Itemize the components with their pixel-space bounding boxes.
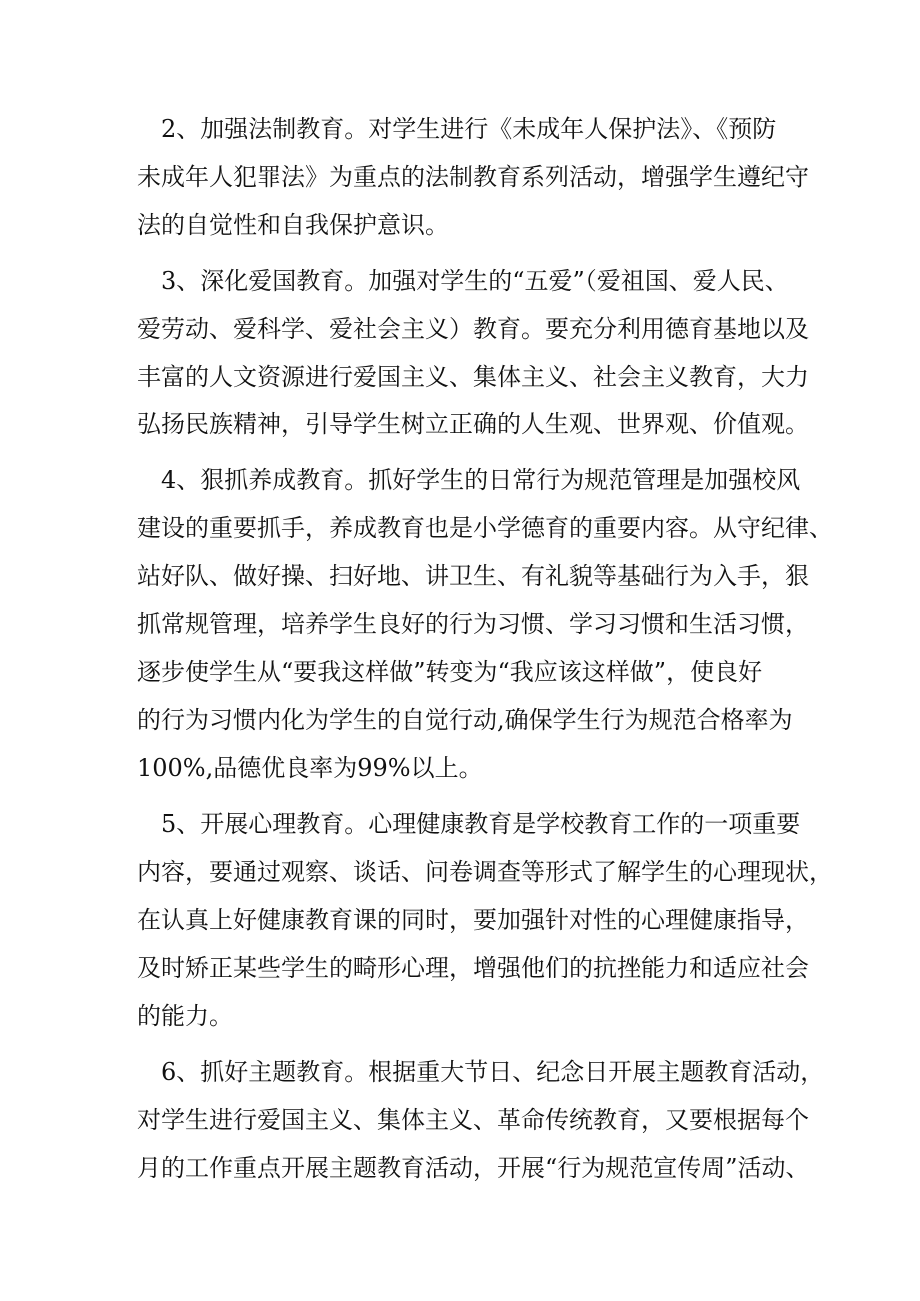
paragraph-2-line-2: 未成年人犯罪法》为重点的法制教育系列活动，增强学生遵纪守 [137,163,809,191]
paragraph-4-line-5: 逐步使学生从“要我这样做”转变为“我应该这样做”，使良好 [137,658,763,686]
paragraph-5-line-5: 的能力。 [137,1002,233,1030]
paragraph-3-line-3: 丰富的人文资源进行爱国主义、集体主义、社会主义教育，大力 [137,363,809,391]
paragraph-2-line-3: 法的自觉性和自我保护意识。 [137,211,449,239]
paragraph-4-line-7: 100%,品德优良率为99%以上。 [137,754,483,782]
paragraph-4-line-4: 抓常规管理，培养学生良好的行为习惯、学习习惯和生活习惯， [137,610,809,638]
paragraph-4-line-3: 站好队、做好操、扫好地、讲卫生、有礼貌等基础行为入手，狠 [137,562,809,590]
paragraph-5-line-4: 及时矫正某些学生的畸形心理，增强他们的抗挫能力和适应社会 [137,954,809,982]
paragraph-4-line-2: 建设的重要抓手，养成教育也是小学德育的重要内容。从守纪律、 [137,514,833,542]
paragraph-6-line-1: 6、抓好主题教育。根据重大节日、纪念日开展主题教育活动， [161,1058,825,1086]
paragraph-3-line-1: 3、深化爱国教育。加强对学生的“五爱”（爱祖国、爱人民、 [161,267,789,295]
paragraph-3-line-2: 爱劳动、爱科学、爱社会主义）教育。要充分利用德育基地以及 [137,315,809,343]
paragraph-5-line-3: 在认真上好健康教育课的同时，要加强针对性的心理健康指导， [137,906,809,934]
paragraph-4-line-1: 4、狠抓养成教育。抓好学生的日常行为规范管理是加强校风 [161,466,801,494]
paragraph-6-line-3: 月的工作重点开展主题教育活动，开展“行为规范宣传周”活动、 [137,1154,810,1182]
paragraph-3-line-4: 弘扬民族精神，引导学生树立正确的人生观、世界观、价值观。 [137,410,809,438]
paragraph-5-line-1: 5、开展心理教育。心理健康教育是学校教育工作的一项重要 [161,810,801,838]
paragraph-2-line-1: 2、加强法制教育。对学生进行《未成年人保护法》、《预防 [161,115,777,143]
paragraph-4-line-6: 的行为习惯内化为学生的自觉行动,确保学生行为规范合格率为 [137,706,793,734]
paragraph-6-line-2: 对学生进行爱国主义、集体主义、革命传统教育，又要根据每个 [137,1106,809,1134]
paragraph-5-line-2: 内容，要通过观察、谈话、问卷调查等形式了解学生的心理现状， [137,858,833,886]
